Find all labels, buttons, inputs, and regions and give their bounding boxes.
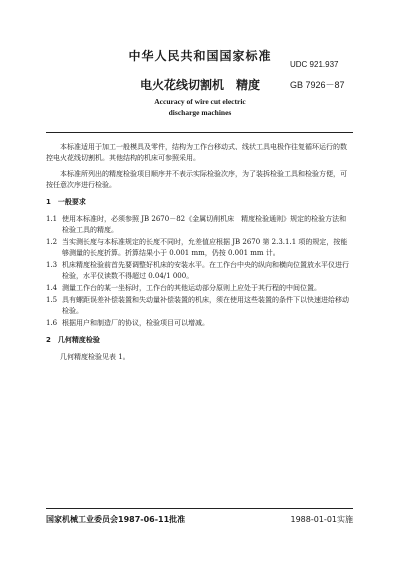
- clause-1-2: [46, 237, 353, 259]
- document-title-en-line2: discharge machines: [168, 108, 232, 117]
- approval-note: 国家机械工业委员会1987-06-11批准: [46, 515, 186, 524]
- clause-number: 1.1: [46, 215, 58, 223]
- clause-text: 当实测长度与本标准规定的长度不同时，允差值应根据 JB 2670 第 2.3.1.1 项的规定，按能够测量的长度折算。折算结果小于 0.001 mm，仍按 0.001 mm 计。: [62, 238, 348, 257]
- top-divider: [46, 132, 353, 133]
- document-title-en-line1: Accuracy of wire cut electric: [154, 97, 246, 106]
- clause-text: 使用本标准时，必须参照 JB 2670－82《金属切削机床 精度检验通则》规定的检验方法和检验工具的精度。: [62, 215, 347, 234]
- clause-1-6: [46, 318, 353, 329]
- clause-text: 具有螺距误差补偿装置和失动量补偿装置的机床，须在使用这些装置的条件下以快速进给移动检验。: [62, 296, 349, 315]
- intro-paragraph-1: 本标准适用于加工一般模具及零件，结构为工作台移动式、线状工具电极作往复循环运行的数控电火花线切割机。其他结构的机床可参照采用。: [46, 143, 347, 162]
- udc-code: UDC 921.937: [290, 60, 339, 69]
- clause-number: 1.6: [46, 319, 58, 327]
- effective-date: 1988-01-01实施: [290, 515, 353, 524]
- document-title-en: [0, 96, 400, 118]
- intro-paragraph-2: 本标准所列出的精度检验项目顺序并不表示实际检验次序，为了装拆检验工具和检验方便，可按任意次序进行检验。: [46, 170, 347, 189]
- clause-1-1: [46, 214, 353, 236]
- section-2-heading: 2 几何精度检验: [46, 336, 100, 344]
- clause-number: 1.4: [46, 284, 58, 292]
- document-title-zh: 电火花线切割机 精度: [139, 78, 260, 92]
- clause-1-3: [46, 260, 353, 282]
- clause-1-5: [46, 295, 353, 317]
- clause-number: 1.5: [46, 296, 58, 304]
- clause-number: 1.3: [46, 261, 58, 269]
- section-2-text: 几何精度检验见表 1。: [60, 353, 130, 361]
- clause-number: 1.2: [46, 238, 58, 246]
- document-body: [46, 142, 353, 368]
- clause-1-4: [46, 283, 353, 294]
- bottom-divider: [46, 508, 353, 509]
- clause-text: 机床精度检验前首先要调整好机床的安装水平。在工作台中央的纵向和横向位置放水平仪进行检验，水平仪读数不得超过 0.04/1 000。: [62, 261, 349, 280]
- section-1-heading: 1 一般要求: [46, 198, 86, 206]
- gb-number: GB 7926－87: [290, 80, 345, 90]
- clause-text: 根据用户和制造厂的协议，检验项目可以增减。: [62, 319, 209, 327]
- clause-text: 测量工作台的某一坐标时，工作台的其他运动部分原则上应处于其行程的中间位置。: [62, 284, 321, 292]
- national-standard-heading: 中华人民共和国国家标准: [128, 49, 272, 63]
